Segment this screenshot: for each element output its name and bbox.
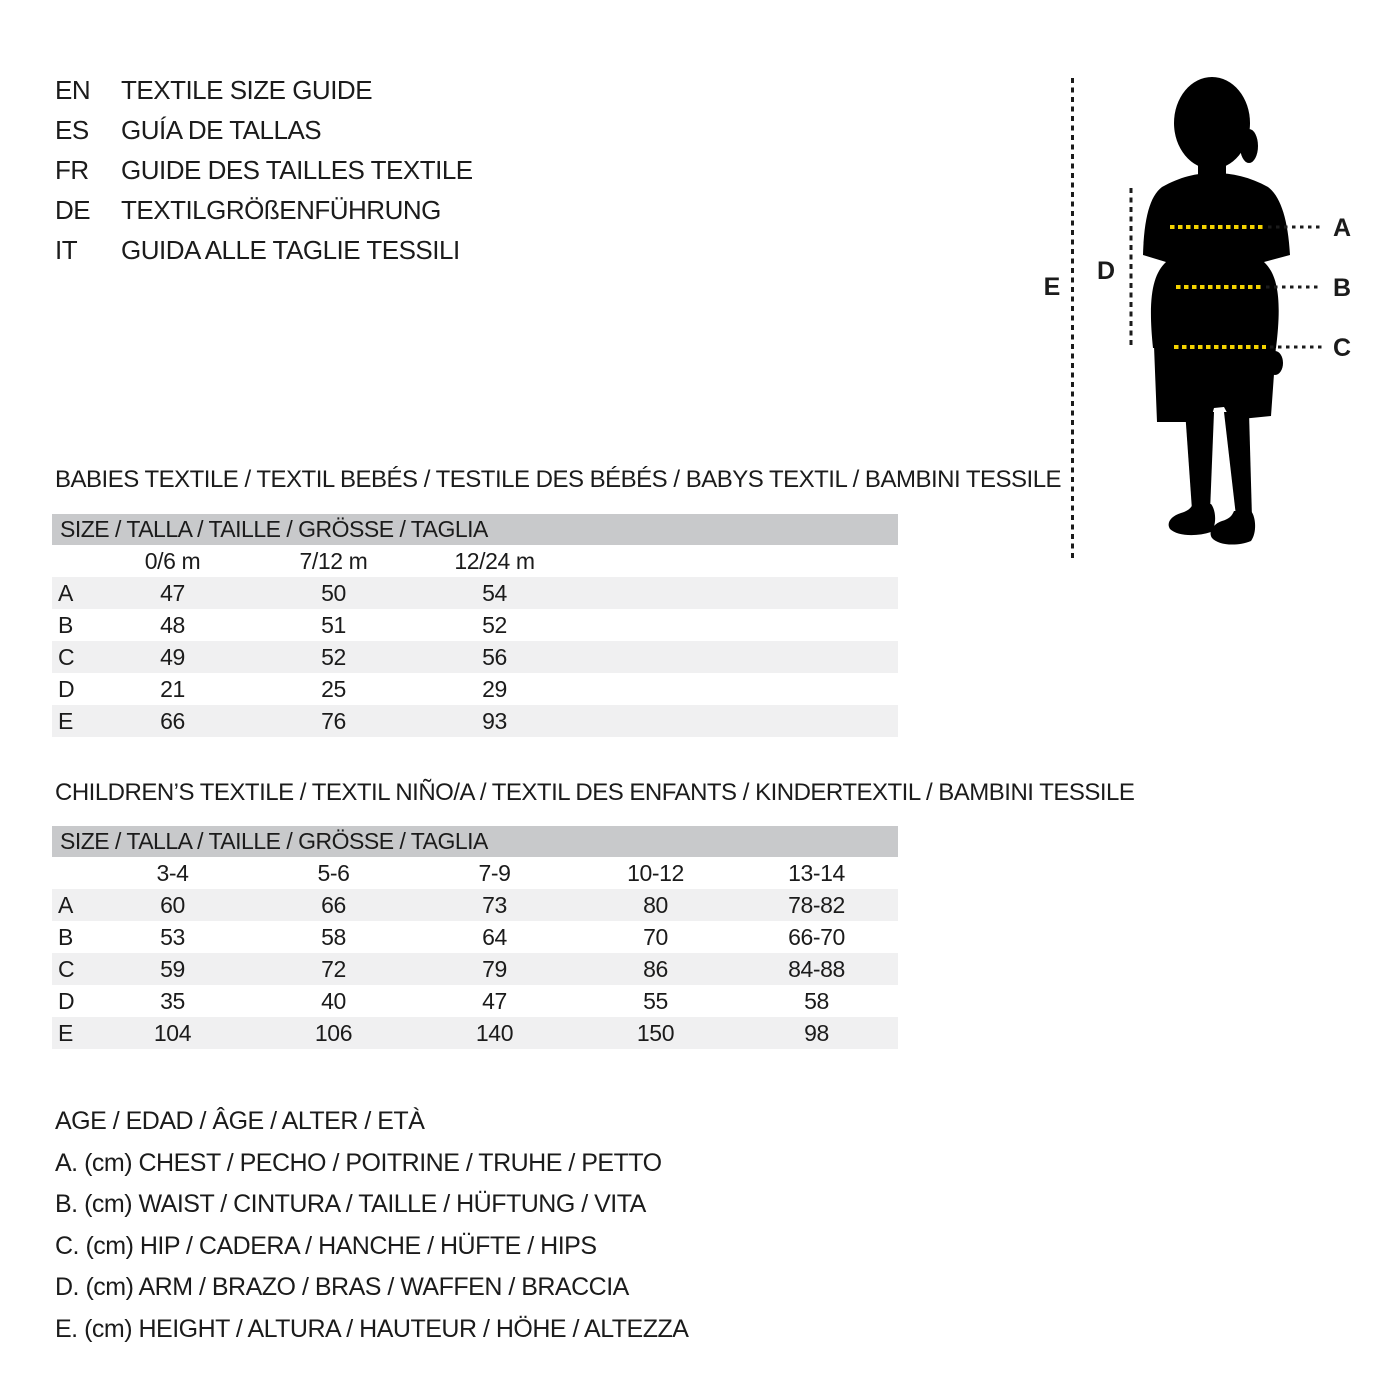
table-cell: 80	[643, 892, 668, 918]
table-cell-empty	[52, 857, 92, 889]
language-code: DE	[55, 194, 91, 225]
language-title: GUIDA ALLE TAGLIE TESSILI	[121, 234, 460, 265]
legend-item-chest: A. (cm) CHEST / PECHO / POITRINE / TRUHE / PETTO	[55, 1148, 662, 1177]
language-code: ES	[55, 114, 89, 145]
row-label: B	[58, 612, 73, 638]
language-code: EN	[55, 74, 91, 105]
table-cell: 52	[321, 644, 346, 670]
table-cell-empty	[52, 545, 92, 577]
babies-size-table	[52, 514, 898, 737]
children-table-header-bar: SIZE / TALLA / TAILLE / GRÖSSE / TAGLIA	[52, 826, 898, 857]
row-label: D	[58, 676, 75, 702]
table-row-c	[52, 953, 898, 985]
child-silhouette-diagram	[1020, 60, 1400, 570]
silhouette-shorts	[1154, 346, 1276, 422]
child-silhouette	[1143, 77, 1290, 545]
table-cell: 52	[482, 612, 507, 638]
silhouette-hair-flick	[1240, 129, 1258, 163]
babies-section-heading: BABIES TEXTILE / TEXTIL BEBÉS / TESTILE DES BÉBÉS / BABYS TEXTIL / BAMBINI TESSILE	[55, 466, 1062, 493]
table-cell: 64	[482, 924, 507, 950]
language-title: GUÍA DE TALLAS	[121, 114, 322, 145]
table-cell: 66-70	[788, 924, 845, 950]
figure-label-d: D	[1096, 257, 1116, 285]
row-label: A	[58, 892, 73, 918]
table-cell: 78-82	[788, 892, 845, 918]
children-column-header-row	[52, 857, 898, 889]
table-cell: 35	[160, 988, 185, 1014]
children-section-heading: CHILDREN’S TEXTILE / TEXTIL NIÑO/A / TEXTIL DES ENFANTS / KINDERTEXTIL / BAMBINI TESSILE	[55, 779, 1135, 806]
table-cell: 50	[321, 580, 346, 606]
table-row-e	[52, 705, 898, 737]
table-row-b	[52, 609, 898, 641]
language-title-list	[55, 70, 473, 270]
table-cell: 59	[160, 956, 185, 982]
table-cell: 98	[804, 1020, 829, 1046]
measurement-legend	[55, 1101, 688, 1350]
table-cell: 140	[475, 1020, 514, 1046]
language-code: FR	[55, 154, 89, 185]
figure-label-e: E	[1043, 273, 1061, 301]
silhouette-right-leg	[1224, 412, 1252, 518]
column-header: 0/6 m	[144, 548, 201, 574]
table-cell: 66	[160, 708, 185, 734]
column-header: 3-4	[156, 860, 189, 886]
legend-item-arm: D. (cm) ARM / BRAZO / BRAS / WAFFEN / BRACCIA	[55, 1273, 629, 1301]
row-label: C	[58, 956, 75, 982]
table-cell: 66	[321, 892, 346, 918]
children-size-table	[52, 826, 898, 1049]
babies-column-header-row	[52, 545, 898, 577]
table-cell: 21	[160, 676, 185, 702]
row-label: E	[58, 708, 73, 734]
table-cell: 72	[321, 956, 346, 982]
table-cell: 55	[643, 988, 668, 1014]
legend-item-hip: C. (cm) HIP / CADERA / HANCHE / HÜFTE / HIPS	[55, 1231, 597, 1260]
row-label: D	[58, 988, 75, 1014]
column-header: 5-6	[317, 860, 350, 886]
table-cell: 47	[482, 988, 507, 1014]
language-row-fr	[55, 150, 473, 190]
table-row-b	[52, 921, 898, 953]
table-cell: 56	[482, 644, 507, 670]
table-cell: 40	[321, 988, 346, 1014]
table-cell: 58	[321, 924, 346, 950]
legend-item-height: E. (cm) HEIGHT / ALTURA / HAUTEUR / HÖHE / ALTEZZA	[55, 1314, 689, 1343]
table-cell: 25	[321, 676, 346, 702]
table-cell: 150	[636, 1020, 675, 1046]
column-header: 13-14	[788, 860, 845, 886]
table-cell: 49	[160, 644, 185, 670]
table-row-a	[52, 889, 898, 921]
figure-label-b: B	[1332, 274, 1352, 302]
silhouette-right-shoe	[1211, 511, 1256, 545]
row-label: A	[58, 580, 73, 606]
table-row-a	[52, 577, 898, 609]
babies-table-header-bar: SIZE / TALLA / TAILLE / GRÖSSE / TAGLIA	[52, 514, 898, 545]
child-measurement-figure	[1020, 60, 1400, 570]
table-cell: 48	[160, 612, 185, 638]
language-row-es	[55, 110, 473, 150]
table-cell: 104	[153, 1020, 192, 1046]
table-row-d	[52, 985, 898, 1017]
figure-label-a: A	[1332, 214, 1352, 242]
legend-item-waist: B. (cm) WAIST / CINTURA / TAILLE / HÜFTUNG / VITA	[55, 1190, 646, 1218]
column-header: 12/24 m	[454, 548, 535, 574]
table-cell: 51	[321, 612, 346, 638]
table-cell: 29	[482, 676, 507, 702]
language-row-it	[55, 230, 473, 270]
table-cell: 106	[314, 1020, 353, 1046]
language-row-de	[55, 190, 473, 230]
table-row-d	[52, 673, 898, 705]
table-cell: 93	[482, 708, 507, 734]
silhouette-left-shoe	[1169, 504, 1216, 535]
table-cell: 70	[643, 924, 668, 950]
column-header: 7-9	[478, 860, 511, 886]
table-cell: 86	[643, 956, 668, 982]
table-cell: 79	[482, 956, 507, 982]
table-cell: 76	[321, 708, 346, 734]
language-title: GUIDE DES TAILLES TEXTILE	[121, 154, 473, 185]
table-row-c	[52, 641, 898, 673]
column-header: 7/12 m	[299, 548, 368, 574]
table-cell: 53	[160, 924, 185, 950]
table-row-e	[52, 1017, 898, 1049]
silhouette-left-leg	[1185, 410, 1214, 512]
row-label: C	[58, 644, 75, 670]
language-title: TEXTILE SIZE GUIDE	[121, 74, 373, 105]
language-row-en	[55, 70, 473, 110]
row-label: B	[58, 924, 73, 950]
figure-label-c: C	[1332, 334, 1352, 362]
column-header: 10-12	[627, 860, 684, 886]
table-cell: 84-88	[788, 956, 845, 982]
row-label: E	[58, 1020, 73, 1046]
table-cell: 73	[482, 892, 507, 918]
table-cell: 47	[160, 580, 185, 606]
language-code: IT	[55, 234, 78, 265]
language-title: TEXTILGRÖßENFÜHRUNG	[121, 194, 441, 225]
silhouette-shirt	[1143, 173, 1290, 348]
table-cell: 54	[482, 580, 507, 606]
table-cell: 60	[160, 892, 185, 918]
legend-age-line: AGE / EDAD / ÂGE / ALTER / ETÀ	[55, 1107, 425, 1135]
table-cell: 58	[804, 988, 829, 1014]
